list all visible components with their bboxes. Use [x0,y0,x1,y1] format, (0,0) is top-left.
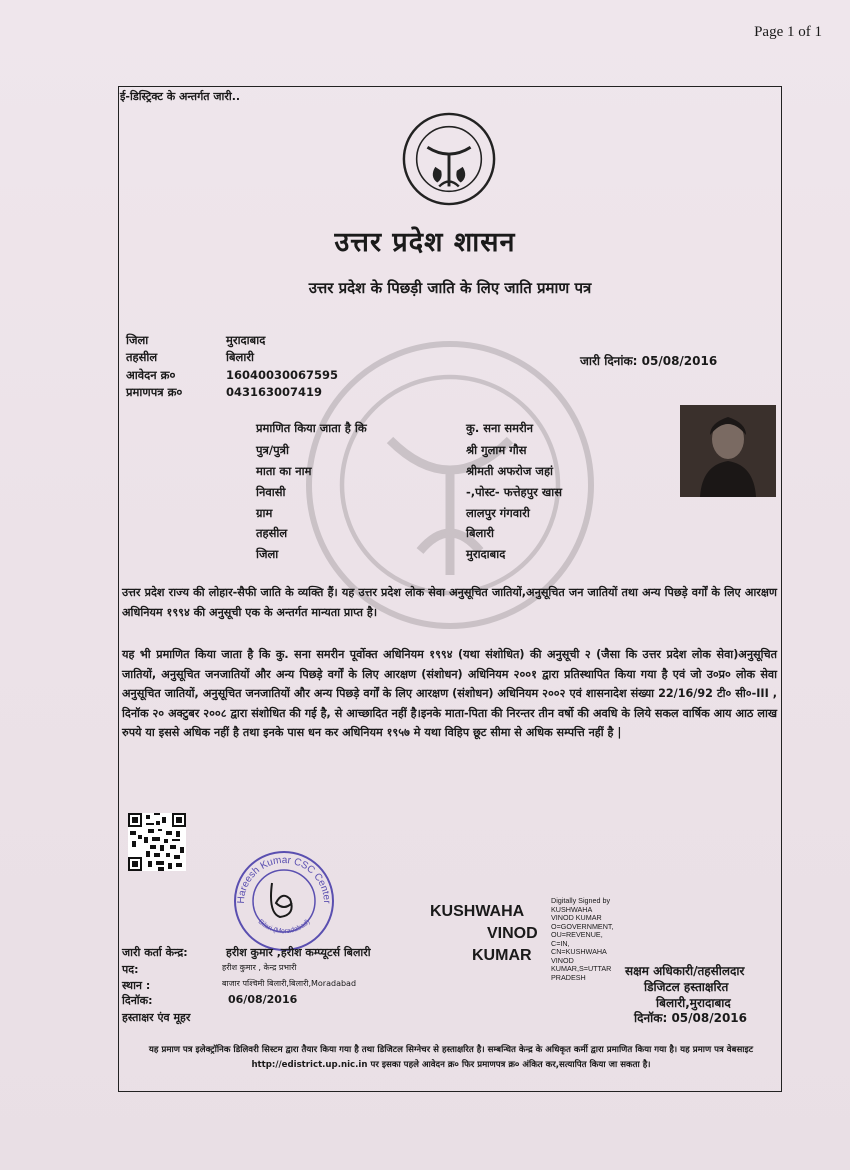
detail-label: पुत्र/पुत्री [256,443,289,457]
sig-detail-line: KUMAR,S=UTTAR [551,964,612,973]
meta-label: प्रमाणपत्र क्र० [126,385,183,399]
issuer-value: 06/08/2016 [228,993,298,1006]
meta-label: आवेदन क्र० [126,368,176,382]
certification-paragraph: यह भी प्रमाणित किया जाता है कि कु. सना समरीन पूर्वोक्त अधिनियम १९९४ (यथा संशोधित) की अनुसूची २ (जैसा कि उत्तर प्रदेश लोक सेवा)अनुसूचित जातियों, अनुसूचित जनजातियों और अन्य पिछड़े वर्गों के लिए आरक्षण (संशोधन) अधिनियम २००१ द्वारा प्रतिस्थापित किया गया है एवं जो उ०प्र० लोक सेवा अनुसूचित जातियों, अनुसूचित जनजातियों और अन्य पिछड़े वर्गों के लिए आरक्षण (संशोधन) अधिनियम २००२ एवं शासनादेश संख्या 22/16/92 टी० सी०-III , दिनॉक २० अक्टुबर २००८ द्वारा संशोधित की गई है, से आच्छादित नहीं है।इनके माता-पिता की निरन्तर तीन वर्षो की अवधि के लिये सकल वार्षिक आय आठ लाख रुपये या इससे अधिक नहीं है तथा इनके पास धन कर अधिनियम १९५७ मे यथा विहिप छूट सीमा से अधिक सम्पत्ति नहीं है | [122,648,777,740]
meta-value: मुरादाबाद [226,333,266,347]
authority-signature-label: डिजिटल हस्ताक्षरित [644,980,729,994]
svg-text:Hareesh Kumar CSC Center [236,855,332,904]
document-subtitle: उत्तर प्रदेश के पिछड़ी जाति के लिए जाति प्रमाण पत्र [308,279,592,297]
svg-text:Bilari (Moradabad) [257,918,312,935]
page-label: Page 1 of 1 [754,24,822,40]
sig-detail-line: KUSHWAHA [551,904,593,914]
issuer-label: जारी कर्ता केन्द्र: [122,946,188,959]
top-note: ई-डिस्ट्रिक्ट के अन्तर्गत जारी.. [120,90,241,103]
detail-label: जिला [256,547,279,561]
detail-label: माता का नाम [256,464,312,478]
sig-detail-line: CN=KUSHWAHA [551,947,607,956]
up-state-emblem-icon [400,110,498,208]
issuer-value: हरीश कुमार ,हरीश कम्प्यूटर्स बिलारी [226,946,371,959]
detail-value: लालपुर गंगवारी [466,506,530,520]
detail-value: श्रीमती अफरोज जहां [466,464,554,478]
detail-value: श्री गुलाम गौस [466,443,527,457]
sig-detail-line: PRADESH [551,972,586,982]
issuer-value: बाजार पश्चिमी बिलारी,बिलारी,Moradabad [222,979,357,988]
digital-signature-details [551,897,614,982]
meta-label: जिला [126,333,149,347]
meta-value: बिलारी [226,350,255,364]
detail-label: निवासी [256,485,286,499]
sig-detail-line: C=IN, [551,938,570,948]
signer-name-line: KUSHWAHA [430,903,525,920]
detail-label: ग्राम [256,506,273,520]
issuer-label: हस्ताक्षर एंव मूहर [122,1011,191,1024]
sig-detail-line: OU=REVENUE, [551,930,603,939]
csc-center-stamp [228,843,340,955]
detail-value: बिलारी [466,526,495,540]
signer-name-line: VINOD [487,925,538,942]
meta-value: 043163007419 [226,385,323,399]
authority-place: बिलारी,मुरादाबाद [656,996,731,1010]
meta-label: तहसील [126,350,158,364]
stamp-ring-text: Hareesh Kumar CSC Center [235,854,333,904]
signer-name-line: KUMAR [472,947,532,964]
detail-value: -,पोस्ट- फत्तेहपुर खास [466,485,563,499]
sig-detail-line: VINOD KUMAR [551,913,602,922]
meta-value: 16040030067595 [226,368,339,382]
sig-detail-line: VINOD [551,955,574,965]
sig-detail-line: O=GOVERNMENT, [551,921,614,931]
detail-value: मुरादाबाद [466,547,506,561]
detail-label: प्रमाणित किया जाता है कि [256,421,367,435]
caste-statement-paragraph: उत्तर प्रदेश राज्य की लोहार-सैफी जाति के व्यक्ति हैं। यह उत्तर प्रदेश लोक सेवा अनुसूचित जातियों,अनुसूचित जन जातियों तथा अन्य पिछड़े वर्गों के लिए आरक्षण अधिनियम १९९४ की अनुसूची एक के अन्तर्गत मान्यता प्राप्त है। [122,586,777,619]
issuer-label: दिनॉक: [122,994,153,1007]
applicant-photo [680,405,776,497]
stamp-bottom-text: Bilari (Moradabad) [256,918,312,936]
authority-designation: सक्षम अधिकारी/तहसीलदार [625,964,745,978]
issuer-label: स्थान : [122,979,151,992]
qr-code-icon [128,813,186,871]
authority-date: दिनॉक: 05/08/2016 [634,1011,748,1025]
detail-label: तहसील [256,526,288,540]
issuer-label: पद: [122,963,139,976]
document-title: उत्तर प्रदेश शासन [334,227,516,258]
footnote: यह प्रमाण पत्र इलेक्ट्रॉनिक डिलिवरी सिस्टम द्वारा तैयार किया गया है तथा डिजिटल सिग्नेचर से हस्ताक्षरित है। सम्बन्धित केन्द्र के अधिकृत कर्मी द्वारा प्रमाणित किया गया है। यह प्रमाण पत्र वेबसाइट http://edistrict.up.nic.in पर इसका पहले आवेदन क्र० फिर प्रमाणपत्र क्र० अंकित कर,सत्यापित किया जा सकता है। [148,1045,754,1070]
issuer-value: हरीश कुमार , केन्द्र प्रभारी [222,963,297,972]
issue-date: जारी दिनांक: 05/08/2016 [580,354,718,368]
detail-value: कु. सना समरीन [466,421,534,435]
sig-detail-line: Digitally Signed by [551,896,611,905]
